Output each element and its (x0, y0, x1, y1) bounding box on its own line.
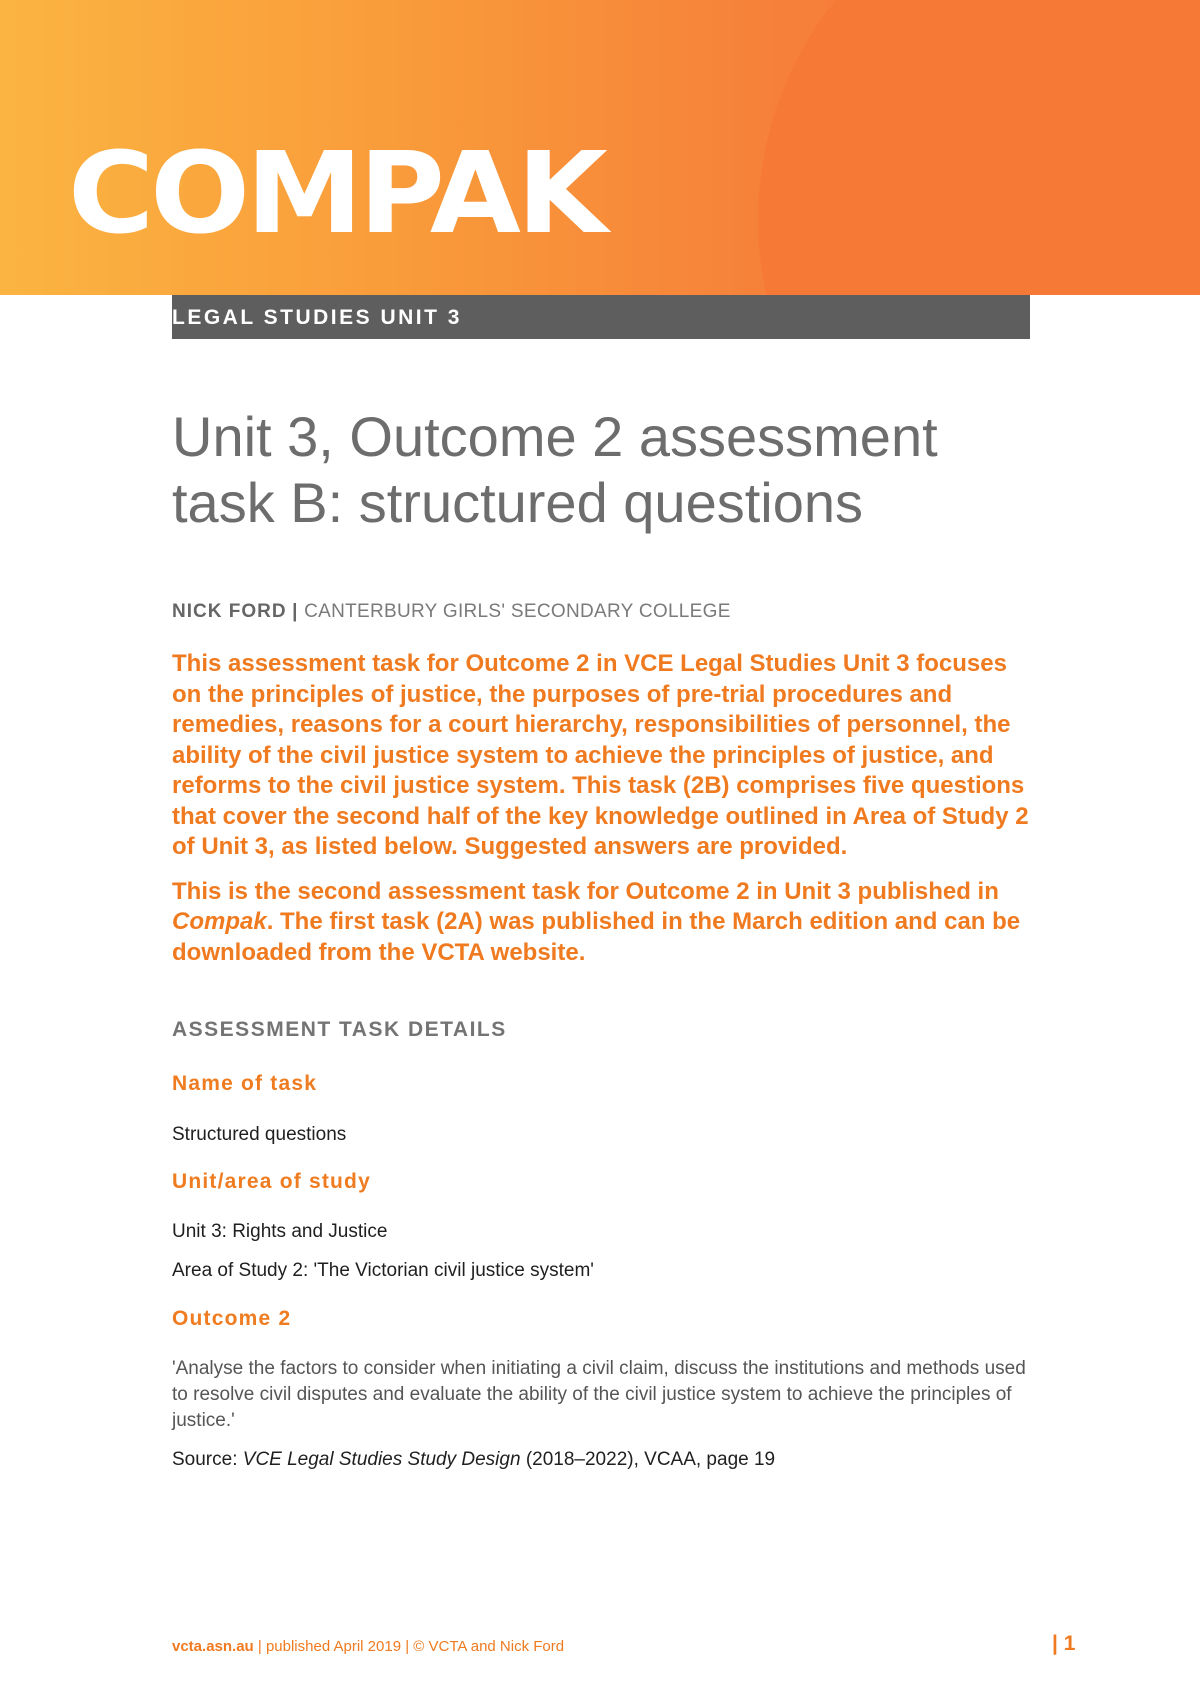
name-of-task-value: Structured questions (172, 1124, 347, 1145)
title-line-1: Unit 3, Outcome 2 assessment (172, 405, 938, 468)
author-name: NICK FORD (172, 601, 287, 622)
title-line-2: task B: structured questions (172, 471, 864, 534)
source-title: VCE Legal Studies Study Design (242, 1449, 521, 1470)
intro-text (172, 649, 1042, 982)
unit-area-heading: Unit/area of study (172, 1170, 371, 1193)
page-separator: | (1052, 1632, 1058, 1655)
name-of-task-heading: Name of task (172, 1072, 318, 1095)
intro-paragraph-1: This assessment task for Outcome 2 in VCE Legal Studies Unit 3 focuses on the principles of justice, the purposes of pre-trial procedures and remedies, reasons for a court hierarchy, responsibilities of personnel, the ability of the civil justice system to achieve the principles of justice, and reforms to the civil justice system. This task (2B) comprises five questions that cover the second half of the key knowledge outlined in Area of Study 2 of Unit 3, as listed below. Suggested answers are provided. (172, 650, 1029, 860)
unit-label: LEGAL STUDIES UNIT 3 (172, 306, 462, 329)
page-number: 1 (1063, 1632, 1076, 1655)
compak-italic: Compak (172, 908, 267, 935)
source-prefix: Source: (172, 1449, 243, 1470)
outcome-heading: Outcome 2 (172, 1307, 292, 1330)
source-suffix: (2018–2022), VCAA, page 19 (520, 1449, 776, 1470)
intro-p2-end: . The first task (2A) was published in the March edition and can be downloaded from the VCTA website. (172, 908, 1021, 966)
outcome-source (172, 1447, 1042, 1473)
footer-info (172, 1638, 564, 1655)
author-byline (172, 601, 731, 623)
footer-page (1052, 1632, 1075, 1656)
author-separator: | (292, 601, 299, 622)
outcome-quote: 'Analyse the factors to consider when initiating a civil claim, discuss the institutions and methods used to resolve civil disputes and evaluate the ability of the civil justice system to achieve the principles of justice.' (172, 1358, 1026, 1431)
footer-site-link[interactable]: vcta.asn.au (172, 1638, 254, 1655)
author-school: CANTERBURY GIRLS' SECONDARY COLLEGE (304, 601, 731, 622)
footer-publication: | published April 2019 | © VCTA and Nick Ford (253, 1638, 565, 1655)
unit-value: Unit 3: Rights and Justice (172, 1221, 388, 1242)
intro-p2-start: This is the second assessment task for Outcome 2 in Unit 3 published in (172, 877, 999, 905)
assessment-details-heading: ASSESSMENT TASK DETAILS (172, 1018, 507, 1041)
page-title (172, 404, 1072, 536)
banner-decorative-circle (758, 0, 1200, 295)
unit-label-bar (172, 295, 1030, 339)
compak-logo: COMPAK (68, 129, 604, 259)
area-of-study-value: Area of Study 2: 'The Victorian civil justice system' (172, 1260, 594, 1281)
intro-paragraph-2 (172, 877, 1042, 969)
header-banner (0, 0, 1200, 295)
